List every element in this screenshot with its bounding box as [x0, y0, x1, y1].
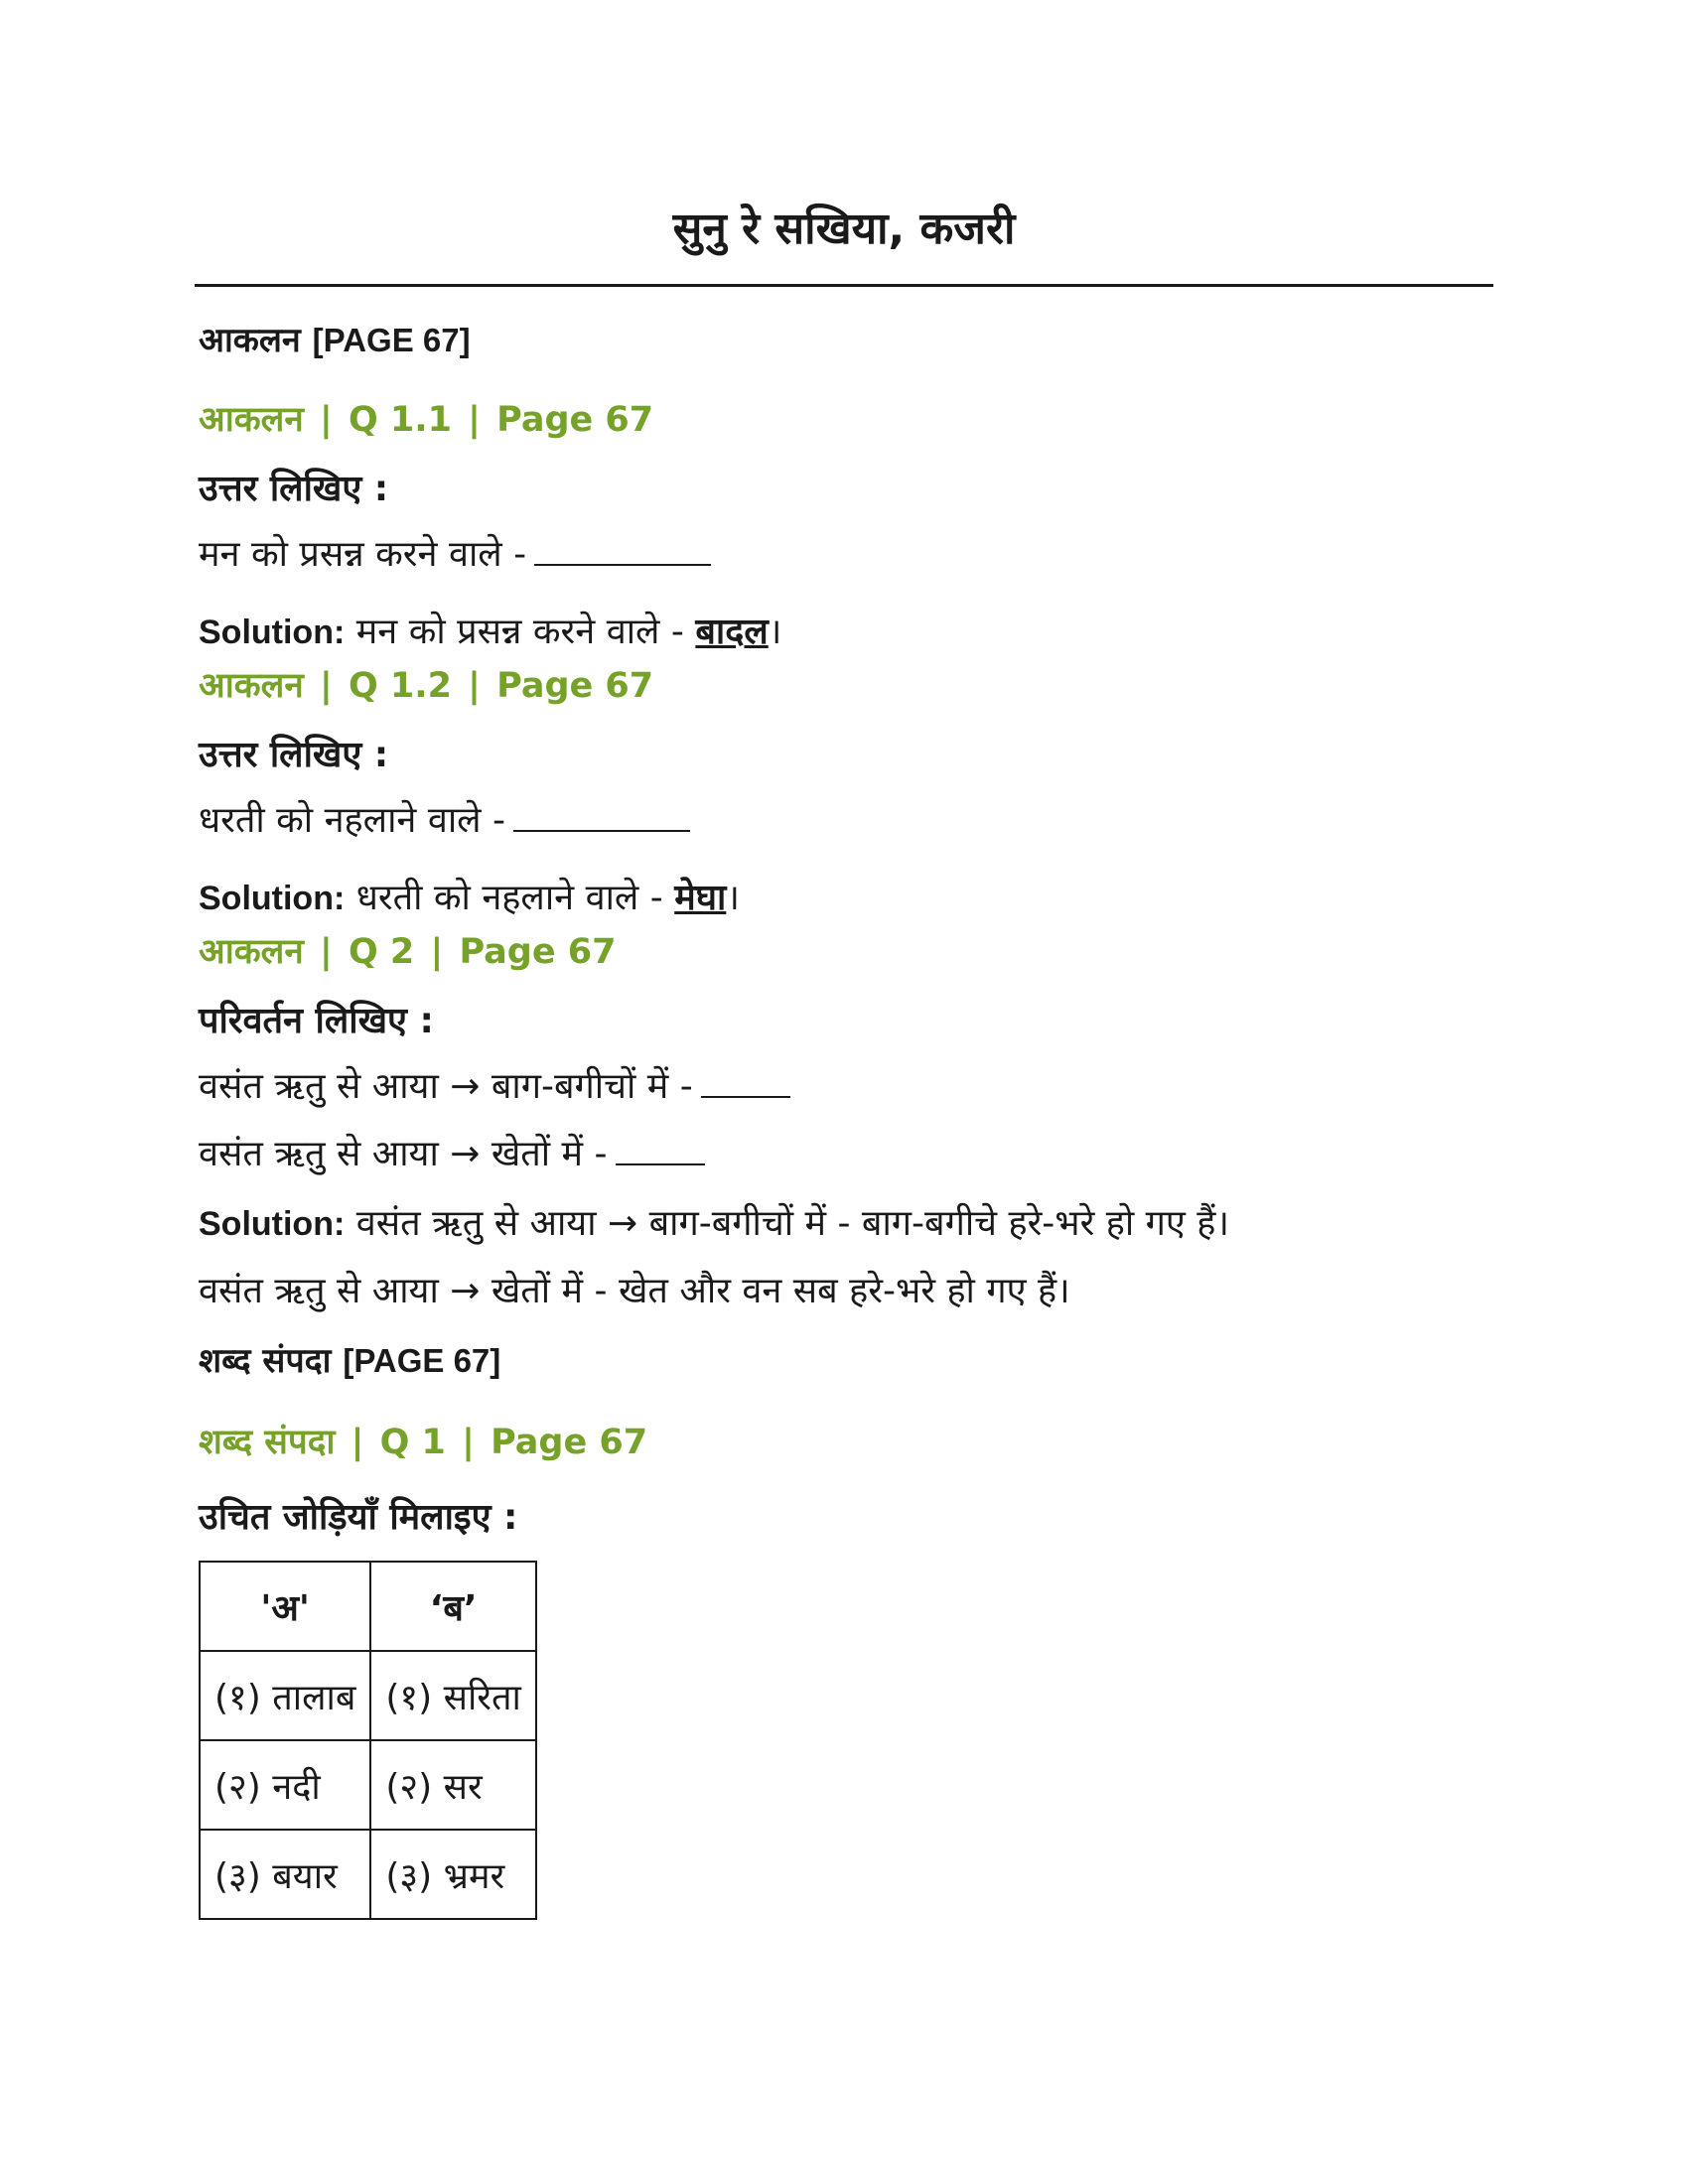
question-number: Q 1.1 — [348, 400, 452, 440]
table-cell: (१) तालाब — [200, 1651, 370, 1740]
prompt-text: वसंत ऋतु से आया → बाग-बगीचों में - — [199, 1066, 693, 1107]
section-name: आकलन — [199, 321, 301, 360]
solution-label: Solution: — [199, 880, 346, 917]
question-page: Page 67 — [459, 932, 617, 972]
section-name: शब्द संपदा — [199, 1341, 332, 1381]
solution-line — [199, 1197, 1229, 1246]
table-header-cell: 'अ' — [200, 1562, 370, 1651]
question-number: Q 2 — [348, 932, 415, 972]
solution-text: वसंत ऋतु से आया → खेतों में - खेत और वन सब हरे-भरे हो गए हैं। — [199, 1271, 1070, 1311]
question-prompt — [199, 528, 711, 577]
question-page: Page 67 — [491, 1423, 648, 1462]
separator: | — [430, 932, 444, 972]
solution-text: वसंत ऋतु से आया → बाग-बगीचों में - बाग-बगीचे हरे-भरे हो गए हैं। — [355, 1203, 1230, 1244]
separator: | — [468, 666, 481, 706]
prompt-text: वसंत ऋतु से आया → खेतों में - — [199, 1134, 608, 1174]
table-cell: (२) सर — [370, 1740, 535, 1830]
question-prompt — [199, 1128, 705, 1176]
prompt-text: मन को प्रसन्न करने वाले - — [199, 534, 527, 575]
question-instruction: उत्तर लिखिए : — [199, 735, 389, 775]
question-section: आकलन — [199, 666, 304, 706]
question-section: आकलन — [199, 932, 304, 972]
solution-line — [199, 1265, 1070, 1313]
matching-table — [199, 1561, 537, 1920]
separator: | — [320, 666, 333, 706]
question-number: Q 1.2 — [348, 666, 452, 706]
question-instruction: उचित जोड़ियाँ मिलाइए : — [199, 1497, 518, 1538]
question-instruction: उत्तर लिखिए : — [199, 469, 389, 509]
question-heading-q1-1 — [199, 395, 653, 442]
table-cell: (३) बयार — [200, 1830, 370, 1919]
section-heading-shabd-sampada — [199, 1336, 500, 1382]
solution-answer: मेघा — [674, 878, 727, 918]
solution-text: मन को प्रसन्न करने वाले - — [355, 612, 684, 652]
section-page: [PAGE 67] — [343, 1342, 501, 1379]
table-row — [200, 1651, 536, 1740]
question-prompt — [199, 794, 690, 843]
separator: | — [468, 400, 481, 440]
answer-blank — [534, 540, 711, 566]
solution-line — [199, 606, 781, 654]
solution-answer: बादल — [695, 612, 769, 652]
question-prompt — [199, 1060, 790, 1109]
solution-text: धरती को नहलाने वाले - — [355, 878, 663, 918]
table-row — [200, 1740, 536, 1830]
question-page: Page 67 — [496, 666, 654, 706]
answer-blank — [701, 1072, 790, 1098]
solution-end: । — [726, 878, 740, 918]
question-section: आकलन — [199, 400, 304, 440]
section-heading-aakalan — [199, 316, 471, 361]
question-section: शब्द संपदा — [199, 1423, 336, 1462]
separator: | — [320, 400, 333, 440]
section-page: [PAGE 67] — [312, 322, 471, 358]
table-header-row — [200, 1562, 536, 1651]
answer-blank — [616, 1140, 705, 1165]
question-page: Page 67 — [496, 400, 654, 440]
title-divider — [195, 284, 1493, 287]
table-cell: (३) भ्रमर — [370, 1830, 535, 1919]
table-cell: (१) सरिता — [370, 1651, 535, 1740]
table-cell: (२) नदी — [200, 1740, 370, 1830]
separator: | — [351, 1423, 364, 1462]
answer-blank — [513, 806, 690, 832]
question-heading-q1-2 — [199, 661, 653, 708]
prompt-text: धरती को नहलाने वाले - — [199, 800, 505, 841]
solution-line — [199, 872, 740, 920]
question-heading-ss-q1 — [199, 1418, 647, 1464]
solution-label: Solution: — [199, 1205, 346, 1243]
separator: | — [320, 932, 333, 972]
solution-label: Solution: — [199, 614, 346, 651]
table-row — [200, 1830, 536, 1919]
question-instruction: परिवर्तन लिखिए : — [199, 1001, 434, 1041]
separator: | — [462, 1423, 475, 1462]
solution-end: । — [768, 612, 782, 652]
question-number: Q 1 — [379, 1423, 446, 1462]
table-header-cell: ‘ब’ — [370, 1562, 535, 1651]
question-heading-q2 — [199, 927, 616, 974]
document-title: सुनु रे सखिया, कजरी — [672, 204, 1016, 254]
